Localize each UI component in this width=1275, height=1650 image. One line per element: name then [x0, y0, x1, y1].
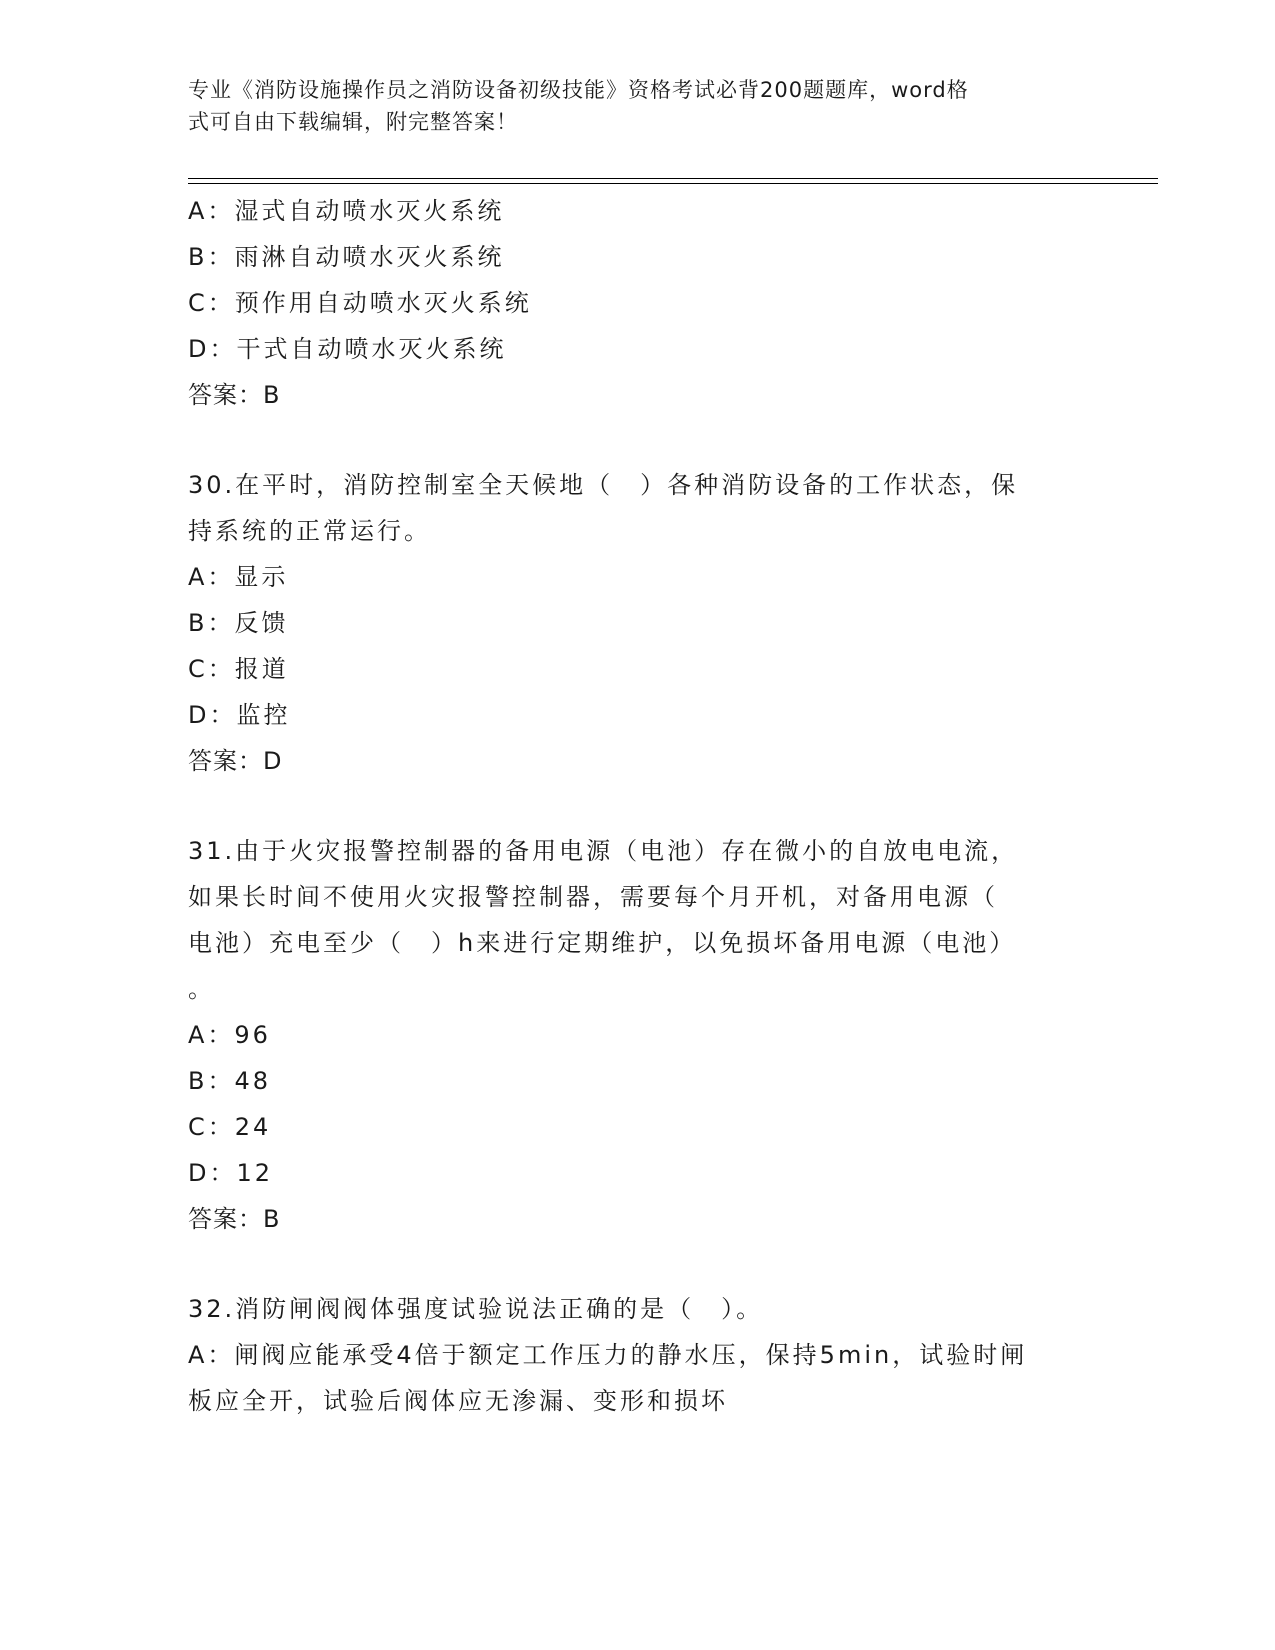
option-d: D：监控 — [188, 701, 291, 729]
option-b: B：反馈 — [188, 609, 289, 637]
option-d: D：干式自动喷水灭火系统 — [188, 335, 507, 363]
option-c: C：报道 — [188, 655, 289, 683]
question-31 — [188, 828, 1088, 1242]
option-a: A：闸阀应能承受4倍于额定工作压力的静水压，保持5min，试验时闸 — [188, 1341, 1028, 1369]
answer-line: 答案：B — [188, 1205, 281, 1233]
document-header — [188, 74, 1068, 138]
option-a-continued: 板应全开，试验后阀体应无渗漏、变形和损坏 — [188, 1387, 728, 1415]
header-divider-top — [188, 178, 1158, 179]
question-stem-line: 31.由于火灾报警控制器的备用电源（电池）存在微小的自放电电流， — [188, 837, 1019, 865]
question-spacer — [188, 1242, 1088, 1286]
question-32 — [188, 1286, 1088, 1424]
option-a: A：显示 — [188, 563, 289, 591]
header-divider-bottom — [188, 183, 1158, 184]
question-spacer — [188, 418, 1088, 462]
answer-line: 答案：B — [188, 381, 281, 409]
option-c: C：24 — [188, 1113, 272, 1141]
header-line-1: 专业《消防设施操作员之消防设备初级技能》资格考试必背200题题库，word格 — [188, 78, 969, 102]
question-list — [188, 188, 1088, 1424]
header-line-2: 式可自由下载编辑，附完整答案！ — [188, 110, 518, 134]
option-b: B：48 — [188, 1067, 272, 1095]
question-stem-line: 持系统的正常运行。 — [188, 517, 431, 545]
question-spacer — [188, 784, 1088, 828]
question-stem-line: 。 — [188, 975, 215, 1003]
option-d: D：12 — [188, 1159, 274, 1187]
question-stem-line: 32.消防闸阀阀体强度试验说法正确的是（ ）。 — [188, 1295, 764, 1323]
option-c: C：预作用自动喷水灭火系统 — [188, 289, 532, 317]
option-a: A：湿式自动喷水灭火系统 — [188, 197, 505, 225]
option-a: A：96 — [188, 1021, 271, 1049]
question-30 — [188, 462, 1088, 784]
answer-line: 答案：D — [188, 747, 283, 775]
question-stem-line: 如果长时间不使用火灾报警控制器，需要每个月开机，对备用电源（ — [188, 883, 998, 911]
option-b: B：雨淋自动喷水灭火系统 — [188, 243, 505, 271]
question-stem-line: 30.在平时，消防控制室全天候地（ ）各种消防设备的工作状态，保 — [188, 471, 1019, 499]
question-29 — [188, 188, 1088, 418]
question-stem-line: 电池）充电至少（ ）h来进行定期维护，以免损坏备用电源（电池） — [188, 929, 1017, 957]
